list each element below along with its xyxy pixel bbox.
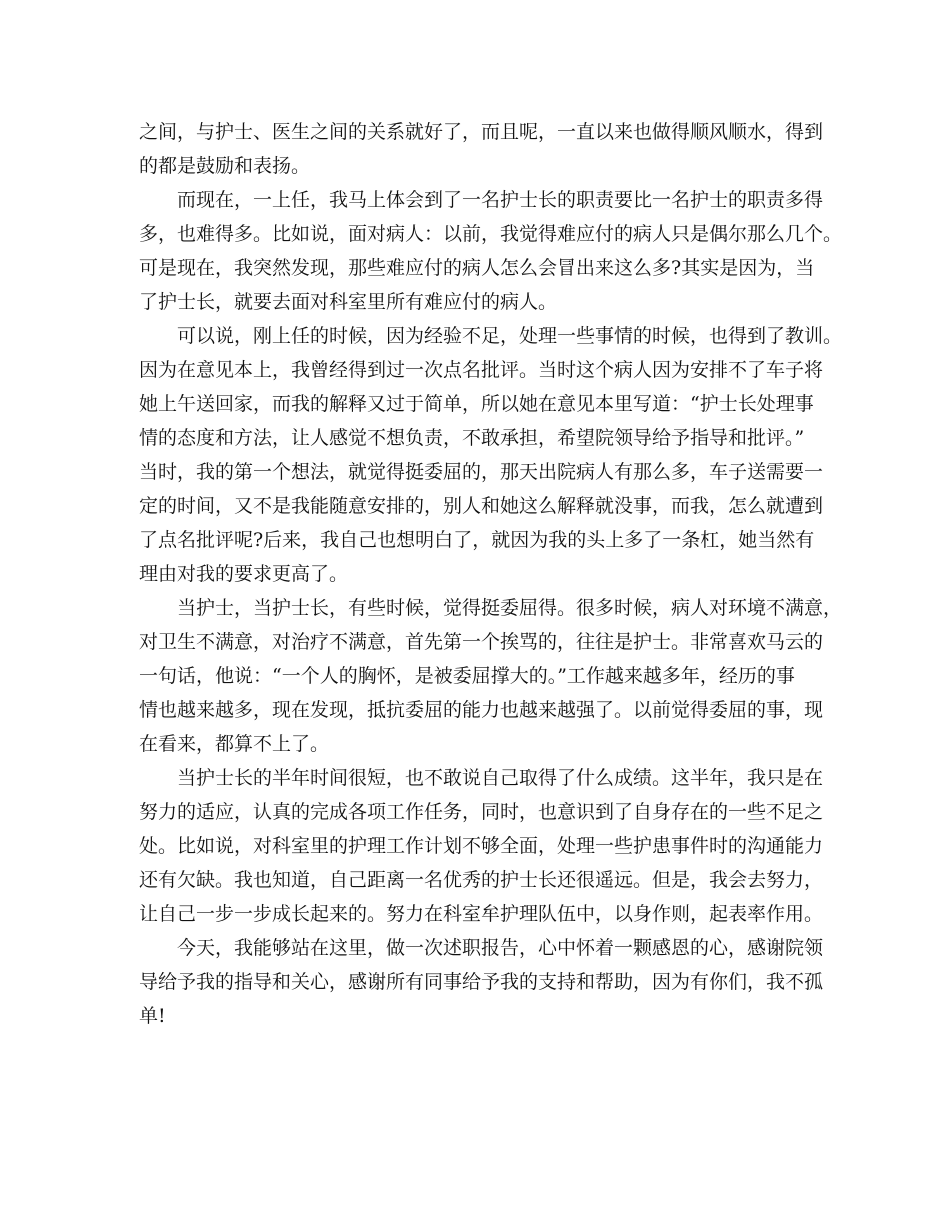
paragraph-line: 今天，我能够站在这里，做一次述职报告，心中怀着一颗感恩的心，感谢院领 xyxy=(177,937,824,959)
document-body xyxy=(139,115,843,1033)
paragraph-line: 可以说，刚上任的时候，因为经验不足，处理一些事情的时候，也得到了教训。 xyxy=(177,325,843,347)
paragraph-line: 了点名批评呢?后来，我自己也想明白了，就因为我的头上多了一条杠，她当然有 xyxy=(139,529,815,551)
paragraph-line: 努力的适应，认真的完成各项工作任务，同时，也意识到了自身存在的一些不足之 xyxy=(139,801,824,823)
paragraph-line: 处。比如说，对科室里的护理工作计划不够全面，处理一些护患事件时的沟通能力 xyxy=(139,835,824,857)
paragraph xyxy=(139,931,839,1033)
paragraph xyxy=(139,319,843,591)
paragraph-line: 在看来，都算不上了。 xyxy=(139,733,330,755)
paragraph-line: 还有欠缺。我也知道，自己距离一名优秀的护士长还很遥远。但是，我会去努力， xyxy=(139,869,824,891)
paragraph xyxy=(139,591,843,761)
paragraph-line: 让自己一步一步成长起来的。努力在科室牟护理队伍中，以身作则，起表率作用。 xyxy=(139,903,824,925)
paragraph-line: 定的时间，又不是我能随意安排的，别人和她这么解释就没事，而我，怎么就遭到 xyxy=(139,495,824,517)
paragraph-line: 之间，与护士、医生之间的关系就好了，而且呢，一直以来也做得顺风顺水，得到 xyxy=(139,121,824,143)
paragraph-line: 因为在意见本上，我曾经得到过一次点名批评。当时这个病人因为安排不了车子将 xyxy=(139,359,824,381)
paragraph-line: 可是现在，我突然发现，那些难应付的病人怎么会冒出来这么多?其实是因为，当 xyxy=(139,257,815,279)
paragraph-line: 她上午送回家，而我的解释又过于简单，所以她在意见本里写道：“护士长处理事 xyxy=(139,393,814,415)
paragraph-line: 多，也难得多。比如说，面对病人：以前，我觉得难应付的病人只是偶尔那么几个。 xyxy=(139,223,843,245)
paragraph-line: 当护士，当护士长，有些时候，觉得挺委屈得。很多时候，病人对环境不满意， xyxy=(177,597,843,619)
paragraph-line: 了护士长，就要去面对科室里所有难应付的病人。 xyxy=(139,291,558,313)
paragraph-line: 理由对我的要求更高了。 xyxy=(139,563,349,585)
paragraph xyxy=(139,183,843,319)
paragraph-line: 情也越来越多，现在发现，抵抗委屈的能力也越来越强了。以前觉得委屈的事，现 xyxy=(139,699,824,721)
paragraph-line: 对卫生不满意，对治疗不满意，首先第一个挨骂的，往往是护士。非常喜欢马云的 xyxy=(139,631,824,653)
paragraph xyxy=(139,115,839,183)
paragraph-line: 的都是鼓励和表扬。 xyxy=(139,155,311,177)
paragraph-line: 导给予我的指导和关心，感谢所有同事给予我的支持和帮助，因为有你们，我不孤 xyxy=(139,971,824,993)
paragraph-line: 而现在，一上任，我马上体会到了一名护士长的职责要比一名护士的职责多得 xyxy=(177,189,824,211)
paragraph-line: 情的态度和方法，让人感觉不想负责，不敢承担，希望院领导给予指导和批评。” xyxy=(139,427,805,449)
paragraph-line: 一句话，他说：“一个人的胸怀，是被委屈撑大的。”工作越来越多年，经历的事 xyxy=(139,665,795,687)
paragraph-line: 单! xyxy=(139,1005,166,1027)
paragraph xyxy=(139,761,839,931)
paragraph-line: 当时，我的第一个想法，就觉得挺委屈的，那天出院病人有那么多，车子送需要一 xyxy=(139,461,824,483)
paragraph-line: 当护士长的半年时间很短，也不敢说自己取得了什么成绩。这半年，我只是在 xyxy=(177,767,824,789)
